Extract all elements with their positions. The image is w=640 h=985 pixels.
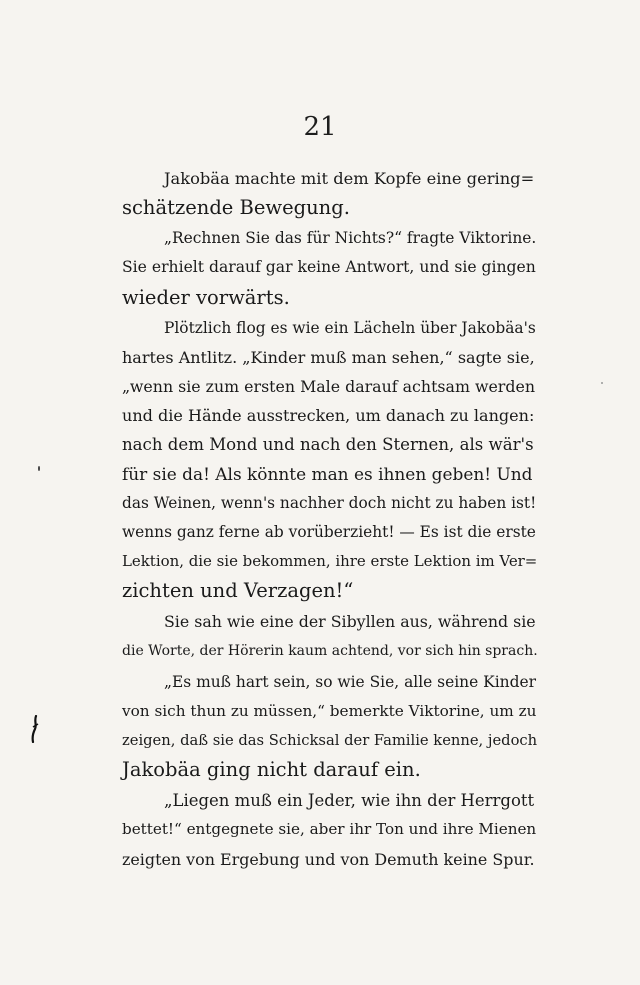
text-line: für sie da! Als könnte man es ihnen geben! Und xyxy=(122,463,533,484)
paragraph xyxy=(80,224,537,311)
ink-speck xyxy=(38,466,40,471)
ink-speck xyxy=(601,382,603,384)
text-line: Sie erhielt darauf gar keine Antwort, und sie gingen xyxy=(122,258,536,277)
paragraph xyxy=(80,607,538,665)
text-line: und die Hände ausstrecken, um danach zu langen: xyxy=(122,406,535,426)
ink-mark xyxy=(30,715,40,743)
paragraph xyxy=(80,314,538,606)
text-line: Sie sah wie eine der Sibyllen aus, während sie xyxy=(164,612,536,632)
text-line: Lektion, die sie bekommen, ihre erste Lektion im Ver= xyxy=(122,552,538,571)
text-line: wenns ganz ferne ab vorüberzieht! — Es ist die erste xyxy=(122,522,536,541)
page-number: 21 xyxy=(303,112,337,142)
text-line: Plötzlich flog es wie ein Lächeln über Jakobäa's xyxy=(164,318,536,337)
text-line: Jakobäa machte mit dem Kopfe eine gering= xyxy=(164,169,535,188)
text-line: bettet!“ entgegnete sie, aber ihr Ton und ihre Mienen xyxy=(122,820,537,839)
body-text xyxy=(80,164,538,874)
text-line: zeigten von Ergebung und von Demuth keine Spur. xyxy=(122,849,535,869)
text-line: zichten und Verzagen!“ xyxy=(122,579,354,603)
paragraph xyxy=(80,164,535,222)
text-line: „Es muß hart sein, so wie Sie, alle seine Kinder xyxy=(164,672,536,691)
paragraph xyxy=(80,668,538,785)
paragraph xyxy=(80,786,537,873)
text-line: „wenn sie zum ersten Male darauf achtsam werden xyxy=(122,377,535,397)
text-line: von sich thun zu müssen,“ bemerkte Viktorine, um zu xyxy=(122,701,537,720)
text-line: schätzende Bewegung. xyxy=(122,196,350,220)
text-line: nach dem Mond und nach den Sternen, als wär's xyxy=(122,435,534,455)
text-line: „Liegen muß ein Jeder, wie ihn der Herrgott xyxy=(164,791,535,811)
text-line: zeigen, daß sie das Schicksal der Familie kenne, jedoch xyxy=(122,731,538,749)
text-line: Jakobäa ging nicht darauf ein. xyxy=(122,758,421,782)
text-line: wieder vorwärts. xyxy=(122,285,290,309)
text-line: die Worte, der Hörerin kaum achtend, vor sich hin sprach. xyxy=(122,642,538,659)
text-line: das Weinen, wenn's nachher doch nicht zu haben ist! xyxy=(122,493,537,512)
text-line: „Rechnen Sie das für Nichts?“ fragte Viktorine. xyxy=(164,229,537,248)
text-line: hartes Antlitz. „Kinder muß man sehen,“ sagte sie, xyxy=(122,347,535,367)
